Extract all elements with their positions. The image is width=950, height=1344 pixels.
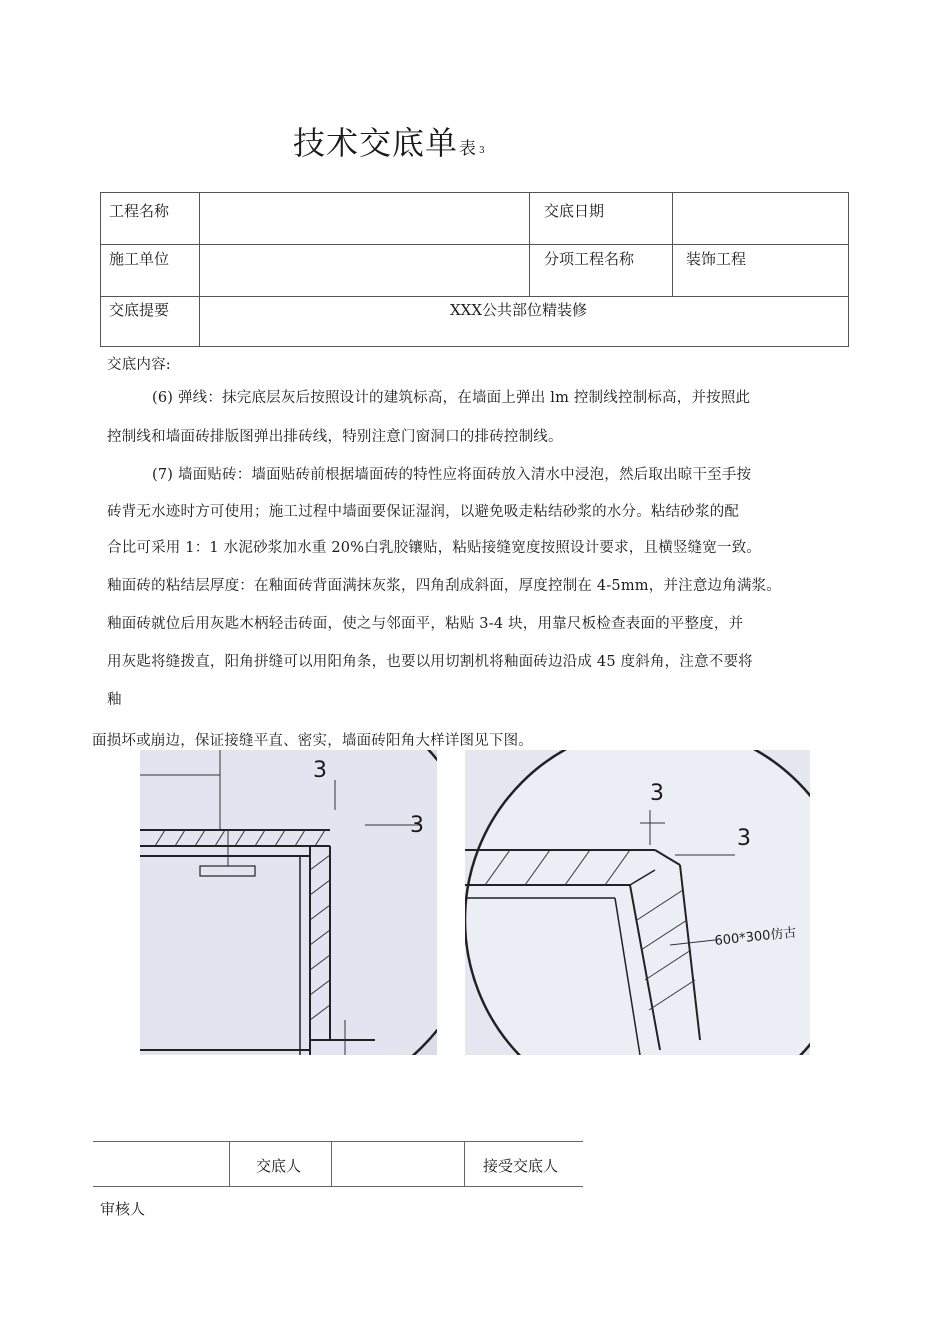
content-line: (6) 弹线：抹完底层灰后按照设计的建筑标高，在墙面上弹出 lm 控制线控制标高，并按照此 [152,390,751,406]
content-line: 合比可采用 1：1 水泥砂浆加水重 20%白乳胶镶贴，粘贴接缝宽度按照设计要求，且横竖缝宽一致。 [107,540,762,556]
contractor-label: 施工单位 [109,250,170,268]
table-col-divider [672,193,673,296]
left-dim-2: 3 [410,813,424,838]
content-line: (7) 墙面贴砖：墙面贴砖前根据墙面砖的特性应将面砖放入清水中浸泡，然后取出晾干至手按 [152,467,752,483]
signature-divider [229,1141,230,1186]
content-line: 面损坏或崩边，保证接缝平直、密实，墙面砖阳角大样详图见下图。 [92,733,533,749]
table-col-divider [529,193,530,296]
content-heading: 交底内容: [107,357,171,373]
table-col-divider [199,193,200,296]
right-dim-2: 3 [737,826,751,851]
receiver-label: 接受交底人 [483,1157,559,1175]
title-sub: 表 [459,139,477,159]
content-line: 砖背无水迹时方可使用；施工过程中墙面要保证湿润，以避免吸走粘结砂浆的水分。粘结砂浆的配 [107,504,740,520]
right-detail-photo [465,750,810,1055]
right-dim-1: 3 [650,781,664,806]
date-label: 交底日期 [544,202,605,220]
signature-divider [464,1141,465,1186]
content-line: 釉 [107,692,122,708]
summary-value: XXX公共部位精装修 [450,301,588,319]
left-detail-photo [140,750,437,1055]
content-line: 釉面砖就位后用灰匙木柄轻击砖面，使之与邻面平，粘贴 3-4 块，用靠尺板检查表面的平整度，并 [107,616,744,632]
content-line: 用灰匙将缝拨直，阳角拼缝可以用阳角条，也要以用切割机将釉面砖边沿成 45 度斜角，注意不要将 [107,654,753,670]
left-dim-1: 3 [313,758,327,783]
table-row-divider [101,244,848,245]
project-name-label: 工程名称 [109,202,170,220]
page-title [293,118,485,164]
table-row-divider [101,296,848,297]
info-table [100,192,849,347]
content-line: 控制线和墙面砖排版图弹出排砖线，特别注意门窗洞口的排砖控制线。 [107,429,563,445]
title-number: 3 [479,146,485,156]
content-line: 釉面砖的粘结层厚度：在釉面砖背面满抹灰浆，四角刮成斜面，厚度控制在 4-5mm，并注意边角满浆。 [107,578,782,594]
table-col-divider [199,296,200,347]
signature-bottom-line [93,1186,583,1187]
signature-divider [331,1141,332,1186]
reviewer-label: 审核人 [100,1200,146,1218]
sub-project-label: 分项工程名称 [544,250,635,268]
presenter-label: 交底人 [256,1157,302,1175]
summary-label: 交底提要 [109,301,170,319]
title-main: 技术交底单 [293,124,459,162]
signature-top-line [93,1141,583,1142]
sub-project-value: 装饰工程 [686,250,747,268]
right-tile-label: 600*300仿古 [713,925,798,949]
